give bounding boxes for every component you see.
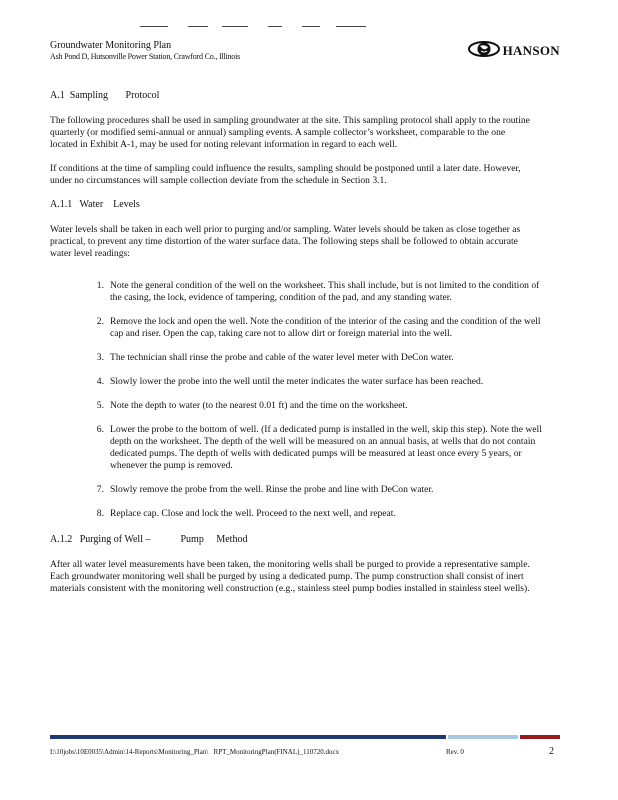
step-number: 1. xyxy=(96,280,104,291)
step-number: 2. xyxy=(96,316,104,327)
step-text: Note the depth to water (to the nearest 0.01 ft) and the time on the worksheet. xyxy=(110,400,408,411)
revision-label: Rev. 0 xyxy=(446,748,464,756)
section-heading-a11: A.1.1 Water Levels xyxy=(50,199,140,210)
footer-bar-red xyxy=(520,735,560,739)
file-path: I:\10jobs\10E0035\Admin\14-Reports\Monitoring_Plan\ RPT_MonitoringPlan(FINAL)_110720.docx xyxy=(50,748,340,756)
paragraph: The following procedures shall be used in sampling groundwater at the site. This sampling protocol shall apply to the routine quarterly (or modified semi-annual or annual) sampling events. A sample collector’s worksheet, comparable to the one located in Exhibit A-1, may be used for noting relevant information in regard to each well. xyxy=(50,115,530,150)
list-item xyxy=(50,400,530,412)
list-item xyxy=(50,280,540,304)
step-text: Slowly lower the probe into the well until the meter indicates the water surface has been reached. xyxy=(110,376,484,387)
document-body xyxy=(50,90,542,607)
paragraph: Water levels shall be taken in each well prior to purging and/or sampling. Water levels should be taken as close together as practical, to prevent any time distortion of the water surface data. The following steps shall be followed to obtain accurate water level readings: xyxy=(50,224,521,259)
step-number: 7. xyxy=(96,484,104,495)
step-number: 6. xyxy=(96,424,104,435)
document-title: Groundwater Monitoring Plan xyxy=(50,40,172,51)
list-item xyxy=(50,484,530,496)
list-item xyxy=(50,424,542,472)
logo-wordmark: HANSON xyxy=(502,43,560,58)
step-number: 3. xyxy=(96,352,104,363)
footer-bar-navy xyxy=(50,735,446,739)
section-heading-a1: A.1 Sampling Protocol xyxy=(50,90,160,101)
step-text: Slowly remove the probe from the well. Rinse the probe and line with DeCon water. xyxy=(110,484,434,495)
step-number: 4. xyxy=(96,376,104,387)
page-number: 2 xyxy=(549,746,554,757)
step-text: Lower the probe to the bottom of well. (If a dedicated pump is installed in the well, skip this step). Note the well depth on the worksheet. The depth of the well will be measured on an annual basis, at wells that do not contain dedicated pumps. The depth of wells with dedicated pumps will be measured at least once every 5 years, or whenever the pump is removed. xyxy=(110,424,542,471)
document-subtitle: Ash Pond D, Hutsonville Power Station, Crawford Co., Illinois xyxy=(50,52,241,61)
step-number: 5. xyxy=(96,400,104,411)
list-item xyxy=(50,376,530,388)
step-number: 8. xyxy=(96,508,104,519)
top-scan-marks xyxy=(140,26,370,28)
paragraph: After all water level measurements have been taken, the monitoring wells shall be purged to provide a representative sample. Each groundwater monitoring well shall be purged by using a dedicated pump. The pump construction shall consist of inert materials consistent with the monitoring well construction (e.g., stainless steel pump bodies installed in stainless steel wells). xyxy=(50,559,530,594)
list-item xyxy=(50,316,541,340)
step-text: Remove the lock and open the well. Note the condition of the interior of the casing and the condition of the well cap and riser. Open the cap, taking care not to allow dirt or foreign material into the well. xyxy=(110,316,541,339)
page-header xyxy=(50,40,560,66)
step-text: Replace cap. Close and lock the well. Proceed to the next well, and repeat. xyxy=(110,508,396,519)
footer-bar-light-blue xyxy=(448,735,518,739)
section-heading-a12: A.1.2 Purging of Well – Pump Method xyxy=(50,534,248,545)
company-logo xyxy=(467,40,560,62)
globe-swoosh-icon xyxy=(467,39,501,64)
footer-color-bars xyxy=(50,735,560,739)
list-item xyxy=(50,352,530,364)
step-text: Note the general condition of the well on the worksheet. This shall include, but is not limited to the condition of the casing, the lock, evidence of tampering, condition of the pad, and any standing water. xyxy=(110,280,540,303)
procedure-steps-list xyxy=(50,280,542,520)
list-item xyxy=(50,508,530,520)
paragraph: If conditions at the time of sampling could influence the results, sampling should be postponed until a later date. However, under no circumstances will sample collection deviate from the schedule in Section 3.1. xyxy=(50,163,521,186)
step-text: The technician shall rinse the probe and cable of the water level meter with DeCon water. xyxy=(110,352,454,363)
